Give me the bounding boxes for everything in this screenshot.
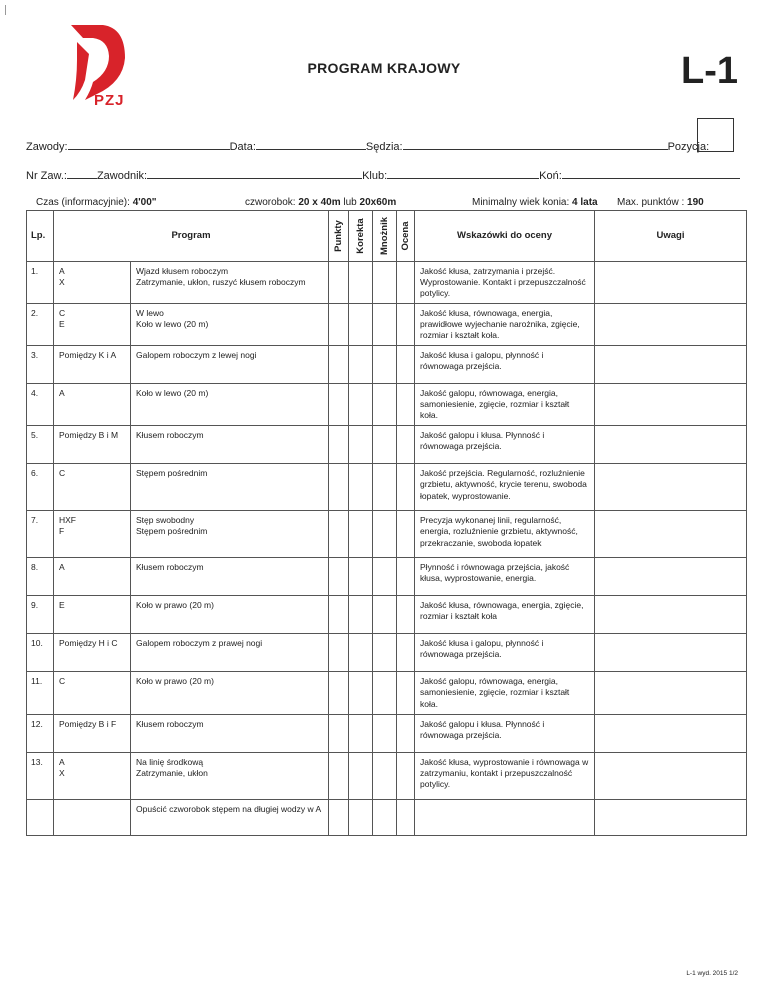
row-lp: 8. [27,558,54,596]
table-row [27,346,747,384]
zawody-field[interactable] [68,139,230,150]
row-position: A [54,558,131,596]
row-hint: Jakość przejścia. Regularność, rozluźnienie grzbietu, aktywność, krycie terenu, swoboda łopatek, wyprostowanie. [415,464,595,511]
row-position: Pomiędzy H i C [54,634,131,672]
page-footer: L-1 wyd. 2015 1/2 [686,970,738,977]
row-korekta-cell[interactable] [349,384,373,426]
row-hint: Płynność i równowaga przejścia, jakość kłusa, wyprostowanie, energia. [415,558,595,596]
row-lp: 7. [27,511,54,558]
row-hint [415,799,595,835]
row-mnoznik-cell[interactable] [373,558,397,596]
row-uwagi-cell[interactable] [595,596,747,634]
zawodnik-field[interactable] [147,168,362,179]
table-row [27,464,747,511]
row-ocena-cell[interactable] [397,714,415,752]
row-mnoznik-cell[interactable] [373,262,397,304]
table-row [27,752,747,799]
row-korekta-cell[interactable] [349,558,373,596]
row-lp: 9. [27,596,54,634]
row-ocena-cell[interactable] [397,799,415,835]
row-mnoznik-cell[interactable] [373,346,397,384]
row-lp: 3. [27,346,54,384]
row-movement: W lewo Koło w lewo (20 m) [131,304,329,346]
row-uwagi-cell[interactable] [595,464,747,511]
row-punkty-cell[interactable] [329,304,349,346]
row-korekta-cell[interactable] [349,346,373,384]
row-mnoznik-cell[interactable] [373,304,397,346]
row-punkty-cell[interactable] [329,384,349,426]
row-lp: 13. [27,752,54,799]
row-punkty-cell[interactable] [329,262,349,304]
row-uwagi-cell[interactable] [595,384,747,426]
row-hint: Jakość galopu i kłusa. Płynność i równowaga przejścia. [415,714,595,752]
page-title: PROGRAM KRAJOWY [307,60,461,76]
row-korekta-cell[interactable] [349,752,373,799]
zawodnik-label: Zawodnik: [96,170,148,182]
nr-zaw-field[interactable] [67,168,97,179]
row-position: C [54,464,131,511]
row-lp: 11. [27,672,54,714]
row-hint: Jakość galopu, równowaga, energia, samoniesienie, zgięcie, rozmiar i kształt koła. [415,384,595,426]
row-korekta-cell[interactable] [349,304,373,346]
row-korekta-cell[interactable] [349,262,373,304]
row-ocena-cell[interactable] [397,558,415,596]
col-ocena: Ocena [397,211,415,262]
row-position: C E [54,304,131,346]
row-ocena-cell[interactable] [397,752,415,799]
row-uwagi-cell[interactable] [595,634,747,672]
row-movement: Koło w prawo (20 m) [131,672,329,714]
kon-label: Koń: [539,170,562,182]
row-korekta-cell[interactable] [349,596,373,634]
row-punkty-cell[interactable] [329,634,349,672]
row-uwagi-cell[interactable] [595,346,747,384]
row-lp: 4. [27,384,54,426]
row-ocena-cell[interactable] [397,384,415,426]
row-korekta-cell[interactable] [349,464,373,511]
row-punkty-cell[interactable] [329,511,349,558]
row-movement: Koło w prawo (20 m) [131,596,329,634]
table-row [27,262,747,304]
row-punkty-cell[interactable] [329,799,349,835]
logo-text: PZJ [94,92,125,109]
table-row [27,384,747,426]
scoring-table [26,210,747,836]
row-punkty-cell[interactable] [329,596,349,634]
col-lp: Lp. [27,211,54,262]
row-punkty-cell[interactable] [329,426,349,464]
row-ocena-cell[interactable] [397,346,415,384]
row-position: Pomiędzy K i A [54,346,131,384]
row-mnoznik-cell[interactable] [373,672,397,714]
row-punkty-cell[interactable] [329,752,349,799]
scan-mark [5,5,6,15]
row-movement: Stępem pośrednim [131,464,329,511]
klub-label: Klub: [362,170,388,182]
row-mnoznik-cell[interactable] [373,511,397,558]
row-uwagi-cell[interactable] [595,426,747,464]
sedzia-label: Sędzia: [365,141,403,153]
row-mnoznik-cell[interactable] [373,464,397,511]
row-korekta-cell[interactable] [349,799,373,835]
row-hint: Jakość kłusa i galopu, płynność i równowaga przejścia. [415,634,595,672]
nr-zaw-label: Nr Zaw.: [26,170,67,182]
row-movement: Kłusem roboczym [131,426,329,464]
row-korekta-cell[interactable] [349,672,373,714]
col-wskazowki: Wskazówki do oceny [415,211,595,262]
row-position: Pomiędzy B i F [54,714,131,752]
row-lp: 12. [27,714,54,752]
row-lp: 2. [27,304,54,346]
row-ocena-cell[interactable] [397,672,415,714]
row-lp [27,799,54,835]
row-punkty-cell[interactable] [329,558,349,596]
row-mnoznik-cell[interactable] [373,799,397,835]
row-mnoznik-cell[interactable] [373,714,397,752]
row-position: C [54,672,131,714]
zawody-label: Zawody: [26,141,68,153]
table-row [27,714,747,752]
punkty-info: Max. punktów : 190 [617,197,704,208]
row-ocena-cell[interactable] [397,634,415,672]
row-ocena-cell[interactable] [397,262,415,304]
data-field[interactable] [256,139,366,150]
row-position: A X [54,262,131,304]
data-label: Data: [229,141,256,153]
row-hint: Jakość galopu i kłusa. Płynność i równowaga przejścia. [415,426,595,464]
row-punkty-cell[interactable] [329,714,349,752]
table-row [27,634,747,672]
table-header [27,211,747,262]
row-mnoznik-cell[interactable] [373,634,397,672]
row-position: HXF F [54,511,131,558]
row-uwagi-cell[interactable] [595,262,747,304]
row-movement: Wjazd kłusem roboczym Zatrzymanie, ukłon, ruszyć kłusem roboczym [131,262,329,304]
sedzia-field[interactable] [403,139,668,150]
pozycja-box[interactable] [697,118,734,152]
row-punkty-cell[interactable] [329,464,349,511]
row-mnoznik-cell[interactable] [373,752,397,799]
col-uwagi: Uwagi [595,211,747,262]
row-ocena-cell[interactable] [397,596,415,634]
row-uwagi-cell[interactable] [595,672,747,714]
col-program: Program [54,211,329,262]
row-uwagi-cell[interactable] [595,511,747,558]
row-position: E [54,596,131,634]
row-ocena-cell[interactable] [397,426,415,464]
table-row [27,511,747,558]
row-movement: Galopem roboczym z lewej nogi [131,346,329,384]
row-lp: 1. [27,262,54,304]
table-body [27,262,747,836]
row-hint: Jakość kłusa, zatrzymania i przejść. Wyprostowanie. Kontakt i przepuszczalność potylicy. [415,262,595,304]
row-movement: Kłusem roboczym [131,714,329,752]
wiek-info: Minimalny wiek konia: 4 lata [472,197,598,208]
klub-field[interactable] [387,168,539,179]
row-position [54,799,131,835]
table-row [27,799,747,835]
row-korekta-cell[interactable] [349,511,373,558]
row-lp: 6. [27,464,54,511]
row-mnoznik-cell[interactable] [373,426,397,464]
row-punkty-cell[interactable] [329,346,349,384]
czworobok-info: czworobok: 20 x 40m lub 20x60m [245,197,397,208]
row-uwagi-cell[interactable] [595,752,747,799]
row-position: A [54,384,131,426]
pozycja-label: Pozycja: [667,141,710,153]
row-hint: Jakość kłusa, równowaga, energia, zgięcie, rozmiar i kształt koła [415,596,595,634]
row-movement: Galopem roboczym z prawej nogi [131,634,329,672]
row-lp: 5. [27,426,54,464]
table-row [27,596,747,634]
kon-field[interactable] [562,168,740,179]
row-korekta-cell[interactable] [349,426,373,464]
table-row [27,558,747,596]
row-movement: Na linię środkową Zatrzymanie, ukłon [131,752,329,799]
row-mnoznik-cell[interactable] [373,384,397,426]
row-hint: Jakość kłusa, wyprostowanie i równowaga w zatrzymaniu, kontakt i przepuszczalność potylicy. [415,752,595,799]
row-position: Pomiędzy B i M [54,426,131,464]
row-ocena-cell[interactable] [397,464,415,511]
row-movement: Stęp swobodny Stępem pośrednim [131,511,329,558]
col-punkty: Punkty [329,211,349,262]
col-mnoznik: Mnożnik [373,211,397,262]
row-uwagi-cell[interactable] [595,714,747,752]
row-position: A X [54,752,131,799]
row-movement: Koło w lewo (20 m) [131,384,329,426]
form-line-2 [26,168,740,182]
row-hint: Precyzja wykonanej linii, regularność, energia, rozluźnienie grzbietu, aktywność, przekraczanie, swoboda łopatek [415,511,595,558]
row-movement: Kłusem roboczym [131,558,329,596]
table-row [27,304,747,346]
row-korekta-cell[interactable] [349,714,373,752]
table-row [27,426,747,464]
form-line-1 [26,139,709,153]
row-uwagi-cell[interactable] [595,304,747,346]
row-ocena-cell[interactable] [397,511,415,558]
row-uwagi-cell[interactable] [595,799,747,835]
table-row [27,672,747,714]
test-code: L-1 [681,50,738,92]
row-hint: Jakość galopu, równowaga, energia, samoniesienie, zgięcie, rozmiar i kształt koła. [415,672,595,714]
row-korekta-cell[interactable] [349,634,373,672]
row-punkty-cell[interactable] [329,672,349,714]
row-lp: 10. [27,634,54,672]
row-ocena-cell[interactable] [397,304,415,346]
col-korekta: Korekta [349,211,373,262]
row-mnoznik-cell[interactable] [373,596,397,634]
row-hint: Jakość kłusa, równowaga, energia, prawidłowe wyjechanie narożnika, zgięcie, rozmiar i kształt koła. [415,304,595,346]
czas-info: Czas (informacyjnie): 4'00" [36,197,157,208]
row-hint: Jakość kłusa i galopu, płynność i równowaga przejścia. [415,346,595,384]
row-movement: Opuścić czworobok stępem na długiej wodzy w A [131,799,329,835]
row-uwagi-cell[interactable] [595,558,747,596]
